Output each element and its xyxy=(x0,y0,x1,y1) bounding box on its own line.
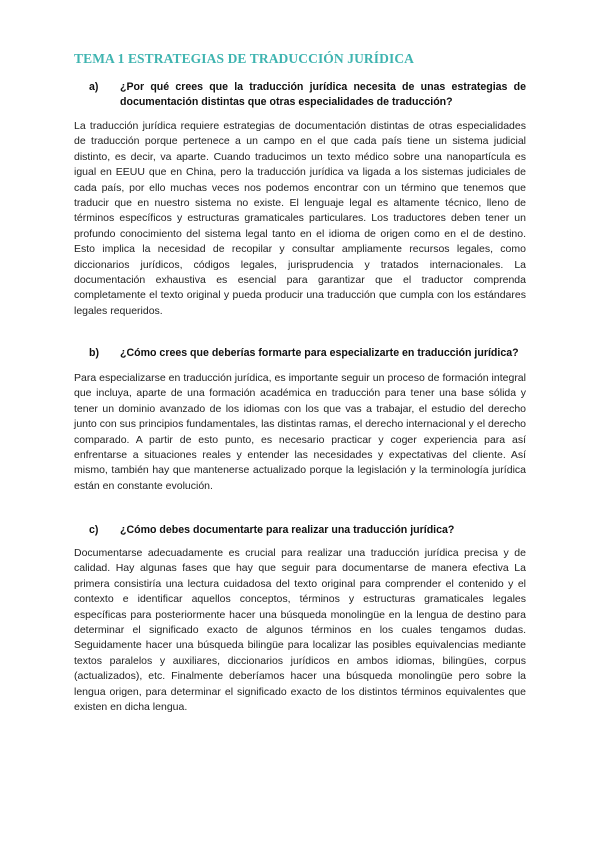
question-c-label: c) xyxy=(89,524,99,536)
question-a xyxy=(74,80,526,110)
answer-b: Para especializarse en traducción jurídica, es importante seguir un proceso de formación integral que incluya, aparte de una formación académica en traducción para tener una base sólida y tener un dominio avanzado de los idiomas con los que vas a trabajar, el estudio del derecho junto con sus principios fundamentales, las distintas ramas, el derecho internacional y el derecho comparado. A partir de esto punto, es necesario practicar y coger experiencia para así enfrentarse a situaciones reales y entender las necesidades y expectativas del cliente. Así mismo, también hay que mantenerse actualizado porque la legislación y la terminología jurídica están en constante evolución. xyxy=(74,372,526,492)
question-b-label: b) xyxy=(89,347,99,359)
question-c xyxy=(74,523,526,538)
question-a-text: ¿Por qué crees que la traducción jurídica necesita de unas estrategias de documentación distintas que otras especialidades de traducción? xyxy=(120,81,526,108)
answer-c: Documentarse adecuadamente es crucial para realizar una traducción jurídica precisa y de calidad. Hay algunas fases que hay que seguir para documentarse de manera efectiva La primera consistiría una lectura cuidadosa del texto original para comprender el contenido y el contexto e identificar aquellos conceptos, términos y estructuras gramaticales legales específicas para posteriormente hacer una búsqueda monolingüe en la lengua de destino para determinar el significado exacto de algunos términos en los cuales tengamos dudas. Seguidamente hacer una búsqueda bilingüe para localizar las posibles equivalencias mediante textos paralelos y auxiliares, diccionarios jurídicos en ambos idiomas, bilingües, corpus (actualizados), etc. Finalmente deberíamos hacer una búsqueda monolingüe pero sobre la lengua origen, para determinar el significado exacto de los distintos términos equivalentes que existen en dicha lengua. xyxy=(74,547,526,714)
question-b-text: ¿Cómo crees que deberías formarte para especializarte en traducción jurídica? xyxy=(120,347,519,359)
answer-a: La traducción jurídica requiere estrategias de documentación distintas de otras especialidades de traducción porque pertenece a un campo en el que cada país tiene un sistema judicial distinto, es decir, va aparte. Cuando traducimos un texto médico sobre una nanopartícula es igual en EEUU que en China, pero la traducción jurídica va ligada a los sistemas judiciales de cada país, por ello muchas veces nos podemos encontrar con un término que tenemos que traducir que en nuestro sistema no existe. El lenguaje legal es altamente técnico, lleno de términos específicos y estructuras gramaticales particulares. Los traductores deben tener un profundo conocimiento del sistema legal tanto en el idioma de origen como en el de destino. Esto implica la necesidad de recopilar y consultar ampliamente recursos legales, como diccionarios jurídicos, códigos legales, jurisprudencia y tratados internacionales. La documentación exhaustiva es esencial para garantizar que el traductor comprenda completamente el texto original y pueda producir una traducción que cumpla con los estándares legales requeridos. xyxy=(74,120,526,317)
question-a-label: a) xyxy=(89,81,99,93)
document-title: TEMA 1 ESTRATEGIAS DE TRADUCCIÓN JURÍDICA xyxy=(74,51,415,66)
question-c-text: ¿Cómo debes documentarte para realizar una traducción jurídica? xyxy=(120,524,455,536)
question-b xyxy=(74,346,526,361)
